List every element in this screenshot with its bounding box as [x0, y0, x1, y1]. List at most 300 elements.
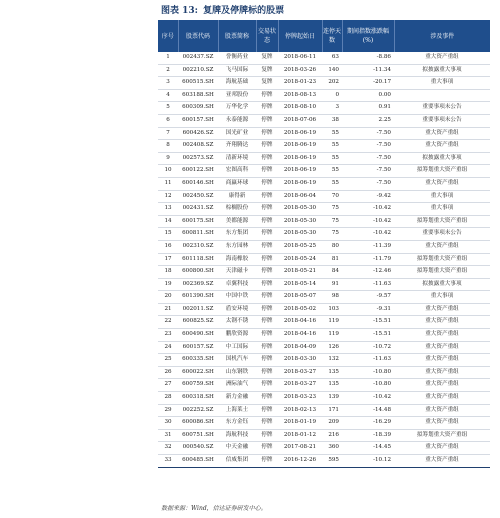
column-header: 股票代码	[178, 20, 218, 52]
table-cell: 2018-06-19	[278, 152, 322, 165]
table-cell: 2018-03-30	[278, 354, 322, 367]
table-cell: 停牌	[256, 291, 278, 304]
table-cell: 75	[322, 203, 342, 216]
table-cell: 29	[158, 404, 178, 417]
table-cell: 海航基础	[218, 77, 256, 90]
table-cell: 拟筹划重大资产重组	[394, 165, 490, 178]
table-cell: 重大资产重组	[394, 303, 490, 316]
table-cell: 2018-05-14	[278, 278, 322, 291]
table-cell: 2018-05-07	[278, 291, 322, 304]
table-cell: -15.51	[342, 316, 394, 329]
table-cell: 停牌	[256, 303, 278, 316]
table-cell: 4	[158, 89, 178, 102]
table-cell: 停牌	[256, 152, 278, 165]
table-cell: -7.50	[342, 127, 394, 140]
table-cell: 2018-05-30	[278, 215, 322, 228]
table-cell: 海航科技	[218, 429, 256, 442]
table-cell: 209	[322, 417, 342, 430]
table-cell: 亚邦股份	[218, 89, 256, 102]
table-cell: 拟披露重大事项	[394, 278, 490, 291]
table-cell: 太钢不锈	[218, 316, 256, 329]
table-row	[158, 366, 490, 379]
table-cell: 84	[322, 266, 342, 279]
table-cell: -12.46	[342, 266, 394, 279]
table-row	[158, 354, 490, 367]
table-cell: 万华化学	[218, 102, 256, 115]
table-cell: 重大资产重组	[394, 240, 490, 253]
table-cell: 2018-06-19	[278, 140, 322, 153]
table-cell: 600515.SH	[178, 77, 218, 90]
table-cell: 重大事项	[394, 77, 490, 90]
table-row	[158, 379, 490, 392]
table-cell: 002252.SZ	[178, 404, 218, 417]
table-cell: -11.63	[342, 354, 394, 367]
table-cell: 2018-04-16	[278, 316, 322, 329]
table-cell: 25	[158, 354, 178, 367]
table-cell: 2018-05-25	[278, 240, 322, 253]
table-cell: 重大资产重组	[394, 404, 490, 417]
table-cell: 拟筹划重大资产重组	[394, 215, 490, 228]
table-cell: -7.50	[342, 165, 394, 178]
table-cell: 600485.SH	[178, 455, 218, 468]
table-cell: 63	[322, 52, 342, 64]
table-cell: 135	[322, 379, 342, 392]
table-cell	[394, 89, 490, 102]
table-cell: 18	[158, 266, 178, 279]
table-header	[158, 20, 490, 52]
table-cell: 600022.SH	[178, 366, 218, 379]
table-cell: -10.42	[342, 215, 394, 228]
table-cell: 600086.SH	[178, 417, 218, 430]
table-cell: 139	[322, 392, 342, 405]
table-cell: 81	[322, 253, 342, 266]
table-row	[158, 177, 490, 190]
table-cell: 002573.SZ	[178, 152, 218, 165]
table-cell: -10.80	[342, 366, 394, 379]
table-cell: 重大资产重组	[394, 52, 490, 64]
table-cell: 20	[158, 291, 178, 304]
table-cell: -11.79	[342, 253, 394, 266]
table-cell: 停牌	[256, 329, 278, 342]
table-cell: 拟筹划重大资产重组	[394, 429, 490, 442]
table-cell: 2018-01-23	[278, 77, 322, 90]
table-cell: 中国中铁	[218, 291, 256, 304]
table-cell: 600825.SZ	[178, 316, 218, 329]
table-cell: 2018-04-16	[278, 329, 322, 342]
table-cell: 2018-04-09	[278, 341, 322, 354]
table-row	[158, 455, 490, 468]
table-cell: 600175.SH	[178, 215, 218, 228]
table-cell: 19	[158, 278, 178, 291]
table-row	[158, 89, 490, 102]
table-cell: 康得新	[218, 190, 256, 203]
table-body	[158, 52, 490, 467]
table-cell: 上海莱士	[218, 404, 256, 417]
table-cell: 600811.SH	[178, 228, 218, 241]
table-row	[158, 190, 490, 203]
table-cell: 2018-03-27	[278, 379, 322, 392]
table-cell: 002369.SZ	[178, 278, 218, 291]
table-cell: 28	[158, 392, 178, 405]
table-cell: 中工国际	[218, 341, 256, 354]
table-cell: 东方金钰	[218, 417, 256, 430]
table-cell: 中天金融	[218, 442, 256, 455]
table-cell: 13	[158, 203, 178, 216]
table-row	[158, 140, 490, 153]
table-cell: 重要事项未公告	[394, 114, 490, 127]
table-row	[158, 77, 490, 90]
table-cell: 171	[322, 404, 342, 417]
table-cell: 595	[322, 455, 342, 468]
table-cell: 16	[158, 240, 178, 253]
table-cell: 盾安环境	[218, 303, 256, 316]
table-row	[158, 64, 490, 77]
suspension-table	[158, 20, 490, 468]
table-cell: 重大资产重组	[394, 316, 490, 329]
table-cell: 30	[158, 417, 178, 430]
table-cell: 202	[322, 77, 342, 90]
table-cell: 停牌	[256, 404, 278, 417]
table-cell: 600309.SH	[178, 102, 218, 115]
table-cell: 重大资产重组	[394, 417, 490, 430]
table-cell: 600751.SH	[178, 429, 218, 442]
table-cell: -9.42	[342, 190, 394, 203]
table-cell: 停牌	[256, 127, 278, 140]
table-cell: 17	[158, 253, 178, 266]
table-cell: 重大资产重组	[394, 379, 490, 392]
table-cell: 国光矿业	[218, 127, 256, 140]
column-header: 期间指数涨跌幅(%)	[342, 20, 394, 52]
table-cell: 停牌	[256, 278, 278, 291]
table-cell: 天津磁卡	[218, 266, 256, 279]
column-header: 股票简称	[218, 20, 256, 52]
table-cell: 停牌	[256, 165, 278, 178]
table-cell: -11.34	[342, 64, 394, 77]
table-cell: 601390.SH	[178, 291, 218, 304]
table-cell: -10.42	[342, 203, 394, 216]
table-cell: 601118.SH	[178, 253, 218, 266]
table-cell: 12	[158, 190, 178, 203]
table-cell: 重大事项	[394, 203, 490, 216]
table-cell: 拟披露重大事项	[394, 64, 490, 77]
table-cell: 2018-03-23	[278, 392, 322, 405]
table-cell: 复牌	[256, 64, 278, 77]
table-cell: 停牌	[256, 102, 278, 115]
table-cell: 复牌	[256, 77, 278, 90]
table-row	[158, 442, 490, 455]
table-cell: 重大资产重组	[394, 366, 490, 379]
table-cell: 135	[322, 366, 342, 379]
table-cell: 0.00	[342, 89, 394, 102]
table-cell: 停牌	[256, 253, 278, 266]
table-cell: 重大资产重组	[394, 140, 490, 153]
table-cell: 2018-05-30	[278, 228, 322, 241]
column-header: 涉及事件	[394, 20, 490, 52]
table-cell: 重大资产重组	[394, 177, 490, 190]
table-cell: -16.29	[342, 417, 394, 430]
table-cell: 卓翼科技	[218, 278, 256, 291]
table-cell: 27	[158, 379, 178, 392]
table-cell: -10.42	[342, 392, 394, 405]
table-cell: 31	[158, 429, 178, 442]
table-cell: 75	[322, 215, 342, 228]
table-cell: 重大事项	[394, 291, 490, 304]
table-cell: 停牌	[256, 442, 278, 455]
figure-title: 复牌及停牌标的股票	[203, 6, 285, 16]
table-row	[158, 278, 490, 291]
table-cell: -9.31	[342, 303, 394, 316]
table-row	[158, 127, 490, 140]
table-cell: 国机汽车	[218, 354, 256, 367]
table-cell: 000540.SZ	[178, 442, 218, 455]
table-cell: 重大资产重组	[394, 442, 490, 455]
table-cell: 飞马国际	[218, 64, 256, 77]
table-cell: 2018-05-24	[278, 253, 322, 266]
table-cell: 002408.SZ	[178, 140, 218, 153]
table-cell: 2018-08-13	[278, 89, 322, 102]
table-cell: 2018-07-06	[278, 114, 322, 127]
column-header: 序号	[158, 20, 178, 52]
table-cell: 2018-01-19	[278, 417, 322, 430]
table-cell: 002210.SZ	[178, 64, 218, 77]
table-cell: 2018-06-19	[278, 127, 322, 140]
table-cell: 停牌	[256, 89, 278, 102]
table-cell: 拟筹划重大资产重组	[394, 253, 490, 266]
table-cell: 清新环境	[218, 152, 256, 165]
table-cell: 5	[158, 102, 178, 115]
table-cell: 重要事项未公告	[394, 228, 490, 241]
table-cell: 3	[158, 77, 178, 90]
table-cell: 停牌	[256, 455, 278, 468]
table-cell: -7.50	[342, 140, 394, 153]
table-row	[158, 404, 490, 417]
table-row	[158, 165, 490, 178]
header-row	[158, 20, 490, 52]
table-cell: 600157.SZ	[178, 341, 218, 354]
table-cell: 0	[322, 89, 342, 102]
table-cell: 140	[322, 64, 342, 77]
table-cell: 2018-06-19	[278, 177, 322, 190]
table-cell: -10.42	[342, 228, 394, 241]
table-row	[158, 303, 490, 316]
table-cell: 重大资产重组	[394, 455, 490, 468]
table-cell: 24	[158, 341, 178, 354]
column-header: 停牌起始日	[278, 20, 322, 52]
table-cell: 海南橡胶	[218, 253, 256, 266]
table-cell: 重大资产重组	[394, 392, 490, 405]
table-row	[158, 329, 490, 342]
table-cell: 600318.SH	[178, 392, 218, 405]
table-row	[158, 102, 490, 115]
table-cell: 002310.SZ	[178, 240, 218, 253]
table-cell: -11.63	[342, 278, 394, 291]
table-row	[158, 316, 490, 329]
table-cell: 2018-03-26	[278, 64, 322, 77]
table-cell: 停牌	[256, 392, 278, 405]
table-cell: 鹏欣资源	[218, 329, 256, 342]
table-cell: 重大资产重组	[394, 127, 490, 140]
table-cell: 600490.SH	[178, 329, 218, 342]
table-cell: 55	[322, 127, 342, 140]
table-cell: 2018-01-12	[278, 429, 322, 442]
table-row	[158, 203, 490, 216]
table-row	[158, 228, 490, 241]
table-cell: -18.39	[342, 429, 394, 442]
table-cell: 1	[158, 52, 178, 64]
table-cell: 91	[322, 278, 342, 291]
table-cell: 23	[158, 329, 178, 342]
table-cell: -10.80	[342, 379, 394, 392]
table-cell: 119	[322, 329, 342, 342]
table-cell: 103	[322, 303, 342, 316]
table-cell: 停牌	[256, 417, 278, 430]
table-cell: 棕榈股份	[218, 203, 256, 216]
table-cell: 55	[322, 165, 342, 178]
table-row	[158, 240, 490, 253]
column-header: 交易状态	[256, 20, 278, 52]
table-cell: 停牌	[256, 203, 278, 216]
table-cell: 2018-05-30	[278, 203, 322, 216]
table-cell: 15	[158, 228, 178, 241]
table-row	[158, 52, 490, 64]
table-cell: -14.45	[342, 442, 394, 455]
table-row	[158, 114, 490, 127]
table-cell: 2018-05-21	[278, 266, 322, 279]
table-cell: 停牌	[256, 190, 278, 203]
table-cell: 商赢环球	[218, 177, 256, 190]
table-cell: -7.50	[342, 152, 394, 165]
table-cell: 126	[322, 341, 342, 354]
table-cell: 75	[322, 228, 342, 241]
table-cell: 重要事项未公告	[394, 102, 490, 115]
table-cell: 11	[158, 177, 178, 190]
table-cell: 永泰能源	[218, 114, 256, 127]
table-cell: 600122.SH	[178, 165, 218, 178]
table-cell: 宏图高科	[218, 165, 256, 178]
data-source-note: 数据来源：Wind，信达证券研发中心。	[161, 505, 267, 512]
table-cell: 停牌	[256, 240, 278, 253]
table-cell: 8	[158, 140, 178, 153]
table-cell: 停牌	[256, 114, 278, 127]
table-cell: 停牌	[256, 341, 278, 354]
table-cell: 002437.SZ	[178, 52, 218, 64]
table-cell: 0.91	[342, 102, 394, 115]
table-cell: 21	[158, 303, 178, 316]
table-cell: 55	[322, 152, 342, 165]
table-cell: 10	[158, 165, 178, 178]
table-cell: 7	[158, 127, 178, 140]
table-cell: 拟披露重大事项	[394, 152, 490, 165]
table-cell: 复牌	[256, 52, 278, 64]
table-row	[158, 215, 490, 228]
table-cell: 002450.SZ	[178, 190, 218, 203]
table-cell: -14.48	[342, 404, 394, 417]
table-cell: 停牌	[256, 140, 278, 153]
table-cell: 14	[158, 215, 178, 228]
table-cell: 6	[158, 114, 178, 127]
table-cell: 2018-06-19	[278, 165, 322, 178]
table-cell: 132	[322, 354, 342, 367]
table-cell: 重大资产重组	[394, 354, 490, 367]
table-cell: 停牌	[256, 316, 278, 329]
table-cell: 停牌	[256, 228, 278, 241]
table-cell: 山东钢铁	[218, 366, 256, 379]
table-row	[158, 152, 490, 165]
table-cell: 2018-08-10	[278, 102, 322, 115]
table-cell: 拟筹划重大资产重组	[394, 266, 490, 279]
table-cell: 东方集团	[218, 228, 256, 241]
table-cell: 33	[158, 455, 178, 468]
table-cell: 600759.SH	[178, 379, 218, 392]
table-row	[158, 417, 490, 430]
table-cell: 55	[322, 177, 342, 190]
table-cell: -15.51	[342, 329, 394, 342]
table-row	[158, 266, 490, 279]
table-row	[158, 429, 490, 442]
table-cell: 600426.SZ	[178, 127, 218, 140]
table-cell: -8.86	[342, 52, 394, 64]
table-cell: 600157.SH	[178, 114, 218, 127]
table-cell: 216	[322, 429, 342, 442]
table-cell: 600800.SH	[178, 266, 218, 279]
table-cell: 38	[322, 114, 342, 127]
table-cell: 东方园林	[218, 240, 256, 253]
table-cell: 重大事项	[394, 190, 490, 203]
table-cell: 3	[322, 102, 342, 115]
figure-number: 图表 13:	[161, 6, 198, 16]
table-cell: 停牌	[256, 429, 278, 442]
table-cell: 2018-05-02	[278, 303, 322, 316]
table-cell: 22	[158, 316, 178, 329]
table-cell: 603188.SH	[178, 89, 218, 102]
table-row	[158, 341, 490, 354]
table-cell: 32	[158, 442, 178, 455]
table-cell: 信威集团	[218, 455, 256, 468]
table-cell: 洲际油气	[218, 379, 256, 392]
table-cell: 新力金融	[218, 392, 256, 405]
table-cell: 2017-08-21	[278, 442, 322, 455]
table-cell: 2.25	[342, 114, 394, 127]
table-cell: -7.50	[342, 177, 394, 190]
table-cell: 美都能源	[218, 215, 256, 228]
table-cell: 80	[322, 240, 342, 253]
table-cell: 9	[158, 152, 178, 165]
table-cell: 600146.SH	[178, 177, 218, 190]
table-cell: -11.39	[342, 240, 394, 253]
table-cell: 119	[322, 316, 342, 329]
table-cell: 70	[322, 190, 342, 203]
table-cell: 600335.SH	[178, 354, 218, 367]
table-cell: 2018-06-11	[278, 52, 322, 64]
table-cell: -20.17	[342, 77, 394, 90]
table-title	[161, 5, 284, 17]
table-cell: -10.72	[342, 341, 394, 354]
table-cell: 停牌	[256, 366, 278, 379]
table-cell: 2018-03-27	[278, 366, 322, 379]
table-cell: 停牌	[256, 177, 278, 190]
table-cell: 360	[322, 442, 342, 455]
table-cell: 停牌	[256, 379, 278, 392]
table-cell: 重大资产重组	[394, 329, 490, 342]
table-cell: 002431.SZ	[178, 203, 218, 216]
table-cell: -9.57	[342, 291, 394, 304]
table-cell: 停牌	[256, 215, 278, 228]
table-cell: 26	[158, 366, 178, 379]
table-cell: 2016-12-26	[278, 455, 322, 468]
table-cell: 98	[322, 291, 342, 304]
table-cell: 002011.SZ	[178, 303, 218, 316]
table-cell: 2018-02-13	[278, 404, 322, 417]
